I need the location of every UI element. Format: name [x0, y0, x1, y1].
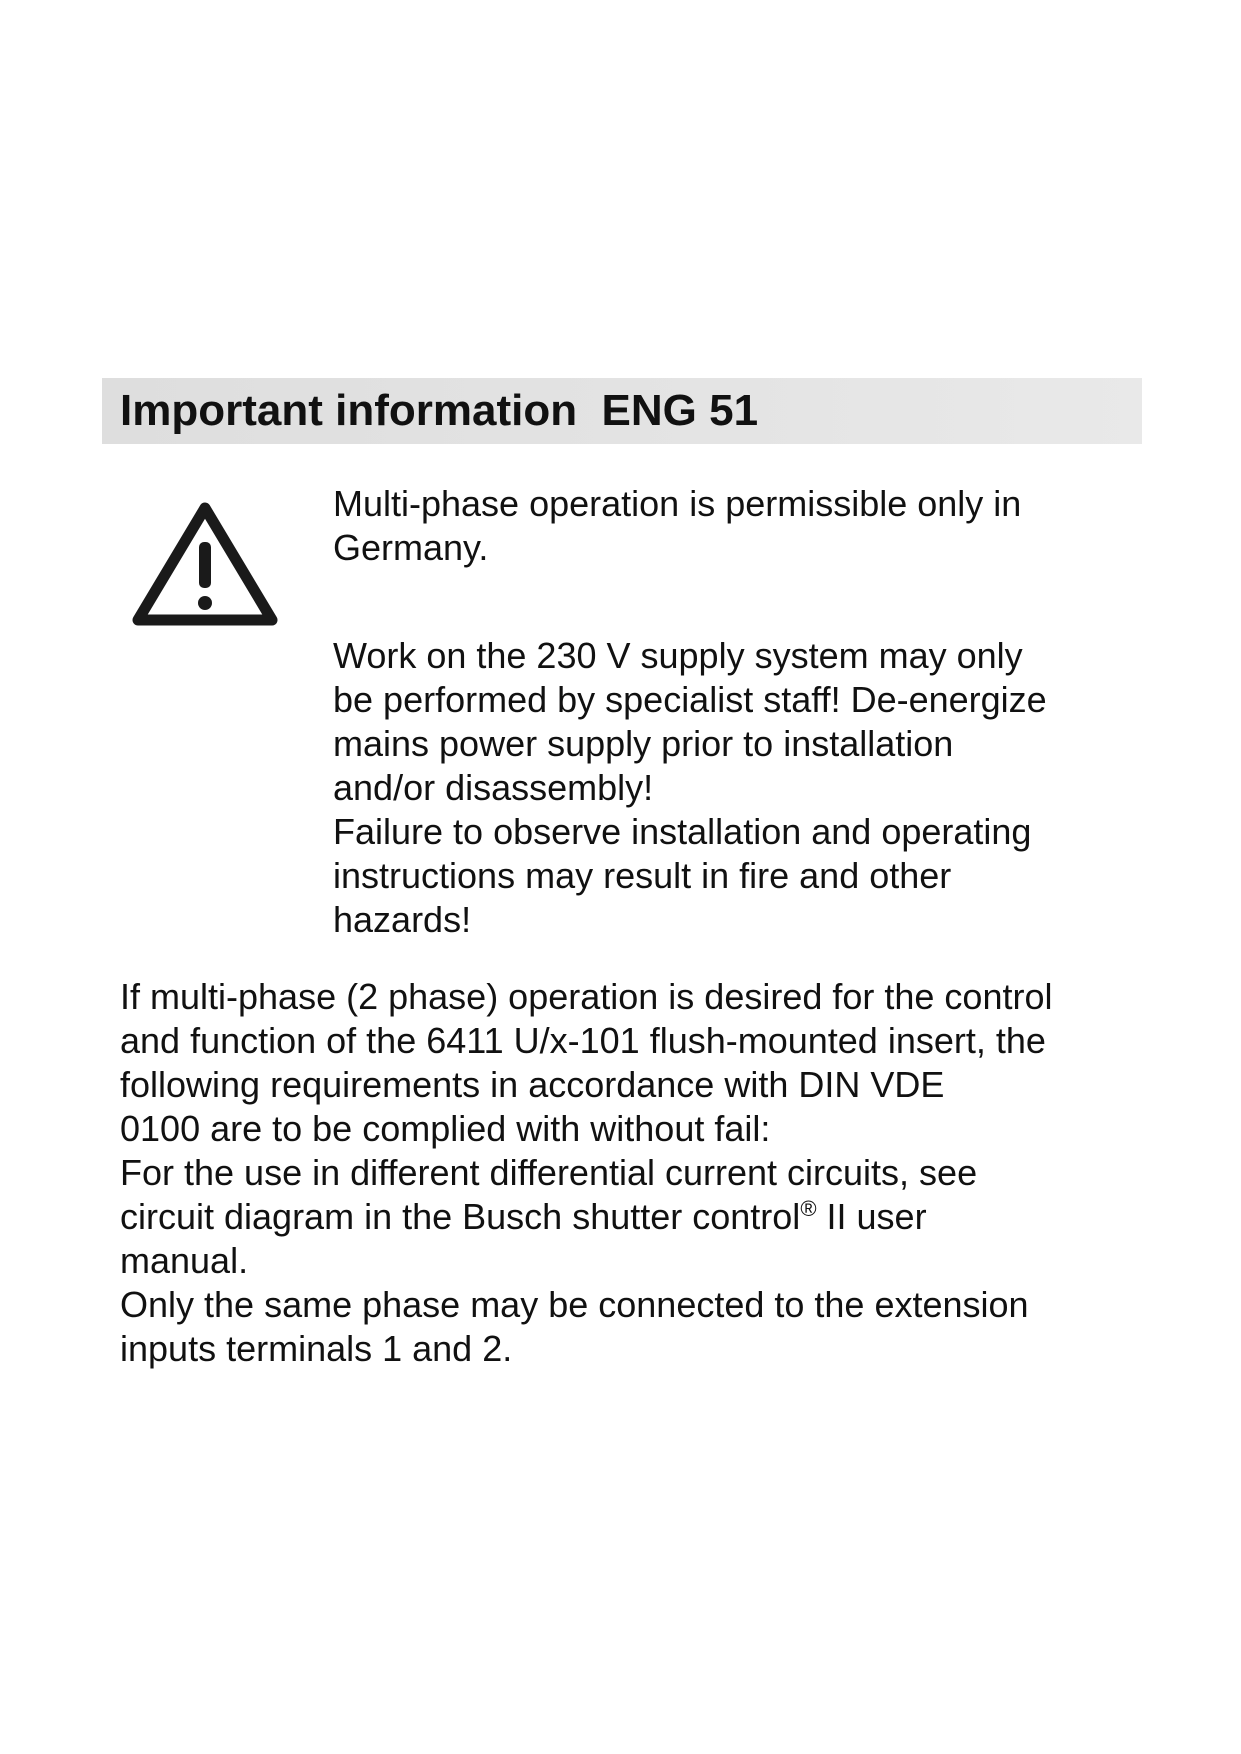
- body-paragraph-phase: [120, 1283, 1130, 1371]
- body-paragraph-circuits: [120, 1151, 1130, 1283]
- text-line: following requirements in accordance with DIN VDE: [120, 1064, 945, 1105]
- text-line: Failure to observe installation and operating: [333, 811, 1032, 852]
- text-line: be performed by specialist staff! De-energize: [333, 679, 1047, 720]
- text-line: and function of the 6411 U/x-101 flush-mounted insert, the: [120, 1020, 1046, 1061]
- text-line: instructions may result in fire and other: [333, 855, 952, 896]
- text-line: II user: [816, 1196, 927, 1237]
- text-line: mains power supply prior to installation: [333, 723, 954, 764]
- text-line: manual.: [120, 1240, 249, 1281]
- text-line: hazards!: [333, 899, 472, 940]
- text-line: For the use in different differential current circuits, see: [120, 1152, 978, 1193]
- text-line: If multi-phase (2 phase) operation is desired for the control: [120, 976, 1053, 1017]
- text-line: Work on the 230 V supply system may only: [333, 635, 1023, 676]
- warning-paragraph-country: [333, 482, 1133, 570]
- text-line: circuit diagram in the Busch shutter control: [120, 1196, 801, 1237]
- registered-mark: ®: [800, 1196, 817, 1221]
- text-line: inputs terminals 1 and 2.: [120, 1328, 513, 1369]
- text-line: and/or disassembly!: [333, 767, 654, 808]
- text-line: Germany.: [333, 527, 489, 568]
- warning-paragraph-safety: [333, 634, 1133, 942]
- text-line: Multi-phase operation is permissible only in: [333, 483, 1022, 524]
- page-title: Important information ENG 51: [120, 386, 759, 435]
- body-paragraph-requirements: [120, 975, 1130, 1151]
- text-line: 0100 are to be complied with without fail:: [120, 1108, 771, 1149]
- warning-text: [333, 482, 1133, 942]
- text-line: Only the same phase may be connected to the extension: [120, 1284, 1029, 1325]
- warning-triangle-icon: [132, 500, 278, 628]
- body-text: [120, 975, 1130, 1371]
